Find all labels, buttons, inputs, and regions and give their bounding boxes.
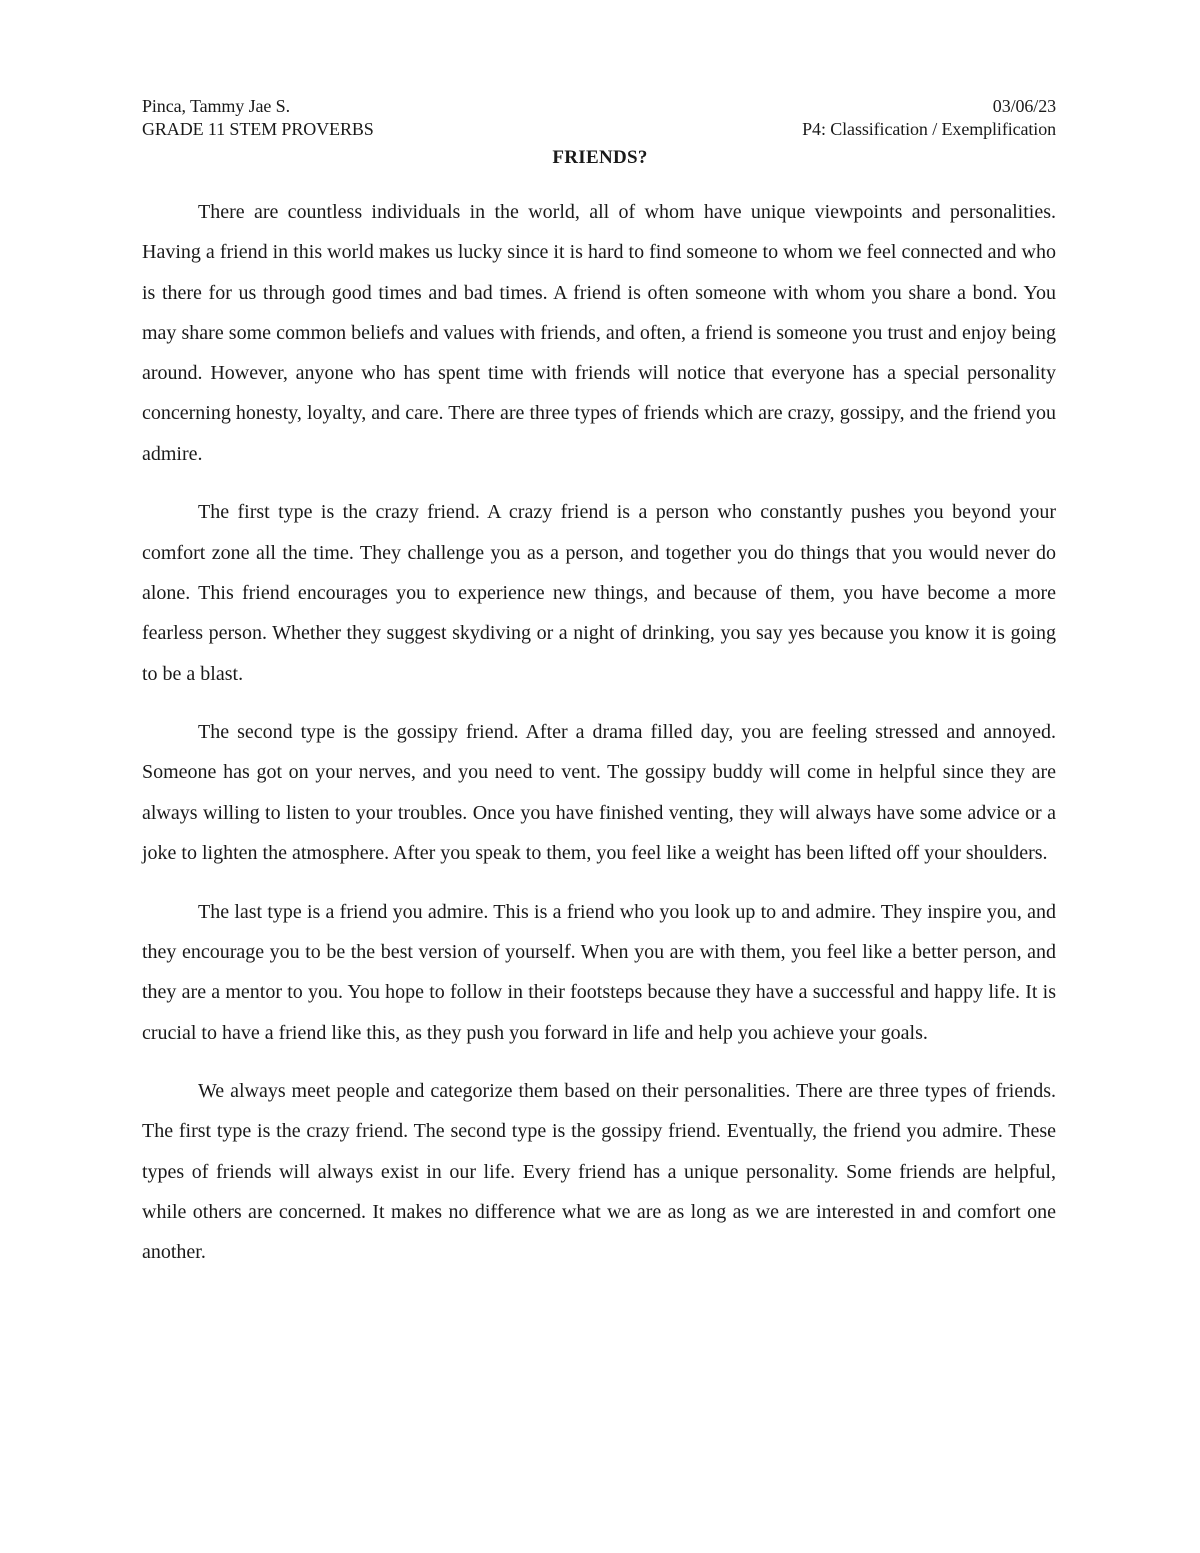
paragraph-gossipy-friend: The second type is the gossipy friend. After a drama filled day, you are feeling stressed and annoyed. Someone has got on your nerves, and you need to vent. The gossipy buddy will come in helpful since they are always willing to listen to your troubles. Once you have finished venting, they will always have some advice or a joke to lighten the atmosphere. After you speak to them, you feel like a weight has been lifted off your shoulders.: [142, 721, 1056, 865]
paragraph-crazy-friend: The first type is the crazy friend. A crazy friend is a person who constantly pushes you beyond your comfort zone all the time. They challenge you as a person, and together you do things that you would never do alone. This friend encourages you to experience new things, and because of them, you have become a more fearless person. Whether they suggest skydiving or a night of drinking, you say yes because you know it is going to be a blast.: [142, 501, 1056, 685]
essay-title: FRIENDS?: [552, 147, 648, 168]
header-row-1: [142, 95, 1056, 117]
submission-date: 03/06/23: [992, 96, 1056, 116]
essay-body: [142, 192, 1056, 1291]
class-section: GRADE 11 STEM PROVERBS: [142, 119, 374, 139]
paragraph-intro: There are countless individuals in the world, all of whom have unique viewpoints and personalities. Having a friend in this world makes us lucky since it is hard to find someone to whom we feel connected and who is there for us through good times and bad times. A friend is often someone with whom you share a bond. You may share some common beliefs and values with friends, and often, a friend is someone you trust and enjoy being around. However, anyone who has spent time with friends will notice that everyone has a special personality concerning honesty, loyalty, and care. There are three types of friends which are crazy, gossipy, and the friend you admire.: [142, 201, 1056, 465]
student-name: Pinca, Tammy Jae S.: [142, 96, 290, 116]
assignment-label: P4: Classification / Exemplification: [802, 119, 1056, 139]
paragraph-conclusion: We always meet people and categorize them based on their personalities. There are three types of friends. The first type is the crazy friend. The second type is the gossipy friend. Eventually, the friend you admire. These types of friends will always exist in our life. Every friend has a unique personality. Some friends are helpful, while others are concerned. It makes no difference what we are as long as we are interested in and comfort one another.: [142, 1080, 1056, 1264]
paragraph-admired-friend: The last type is a friend you admire. This is a friend who you look up to and admire. They inspire you, and they encourage you to be the best version of yourself. When you are with them, you feel like a better person, and they are a mentor to you. You hope to follow in their footsteps because they have a successful and happy life. It is crucial to have a friend like this, as they push you forward in life and help you achieve your goals.: [142, 900, 1056, 1044]
header-row-2: [142, 118, 1056, 140]
